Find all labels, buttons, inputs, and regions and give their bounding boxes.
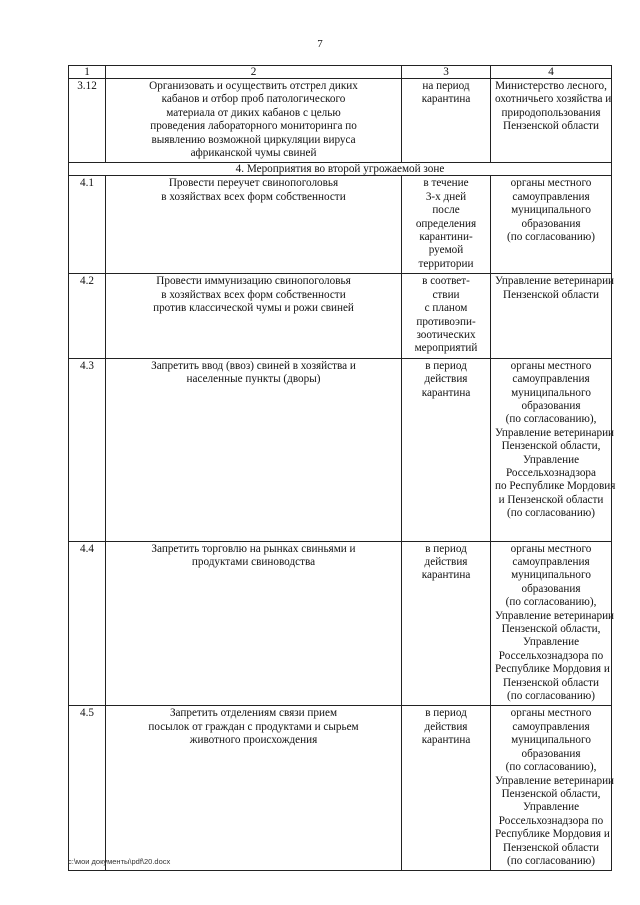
text-line: Управление ветеринарии <box>495 609 615 622</box>
text-line: продуктами свиноводства <box>191 556 316 568</box>
text-line: Запретить отделениям связи прием <box>169 707 338 720</box>
responsible-text <box>491 541 615 706</box>
text-line: в период <box>425 542 467 555</box>
period-text <box>402 79 491 163</box>
period-text <box>402 706 491 871</box>
text-line: Министерство лесного, <box>495 80 607 92</box>
text-line: Пензенской области <box>502 120 599 133</box>
responsible-text <box>491 79 612 163</box>
text-line: карантина <box>421 734 471 747</box>
section-header-row <box>69 163 612 176</box>
text-line: Россельхознадзора <box>505 466 596 479</box>
text-line: мероприятий <box>414 342 478 355</box>
text-line: против классической чумы и рожи свиней <box>153 302 354 315</box>
text-line: материала от диких кабанов с целью <box>166 106 341 119</box>
text-line: в период <box>425 359 467 372</box>
text-line: муниципального <box>511 569 591 582</box>
text-line: Пензенской области <box>502 676 599 689</box>
text-line: кабанов и отбор проб патологического <box>161 93 346 106</box>
text-line: Управление <box>522 636 580 649</box>
text-line: Организовать и осуществить отстрел диких <box>149 80 358 92</box>
text-line: в хозяйствах всех форм собственности <box>161 190 346 203</box>
text-line: Управление <box>522 453 580 466</box>
text-line: (по согласованию), <box>505 413 597 426</box>
text-line: животного происхождения <box>189 734 318 747</box>
text-line: Республике Мордовия и <box>495 828 610 841</box>
text-line: Пензенской области <box>502 288 599 301</box>
text-line: 3-х дней <box>425 190 467 203</box>
item-number: 4.1 <box>69 176 106 274</box>
text-line: Провести переучет свинопоголовья <box>168 177 339 190</box>
text-line: Россельхознадзора по <box>498 814 604 827</box>
text-line: по Республике Мордовия <box>495 480 616 493</box>
responsible-text <box>491 706 615 871</box>
column-number: 1 <box>69 66 106 79</box>
text-line: и Пензенской области <box>498 493 604 506</box>
text-line: выявлению возможной циркуляции вируса <box>151 133 356 146</box>
table-row <box>69 79 612 163</box>
text-line: Запретить торговлю на рынках свиньями и <box>151 542 356 555</box>
item-number: 4.2 <box>69 274 106 358</box>
text-line: самоуправления <box>512 720 590 733</box>
text-line: образования <box>521 217 581 230</box>
text-line: Управление ветеринарии <box>495 774 615 787</box>
period-text <box>402 358 491 541</box>
text-line: Пензенской области, <box>501 787 601 800</box>
column-number: 4 <box>491 66 612 79</box>
text-line: в течение <box>423 177 469 190</box>
text-line: населенные пункты (дворы) <box>186 373 321 386</box>
table-row <box>69 358 612 541</box>
text-line: (по согласованию), <box>505 596 597 609</box>
section-title: 4. Мероприятия во второй угрожаемой зоне <box>69 163 612 176</box>
text-line: Управление <box>522 801 580 814</box>
text-line: определения <box>415 217 477 230</box>
text-line: муниципального <box>511 204 591 217</box>
text-line: органы местного <box>510 707 592 720</box>
text-line: противоэпи- <box>416 315 476 328</box>
period-text <box>402 274 491 358</box>
text-line: Пензенской области, <box>501 440 601 453</box>
text-line: (по согласованию) <box>507 507 595 520</box>
responsible-text <box>491 176 612 274</box>
text-line: зоотических <box>416 328 476 341</box>
text-line: с планом <box>424 302 468 315</box>
text-line: органы местного <box>510 542 592 555</box>
text-line: муниципального <box>511 734 591 747</box>
text-line: образования <box>521 399 581 412</box>
text-line: (по согласованию) <box>507 854 595 867</box>
text-line: карантина <box>421 386 471 399</box>
text-line: охотничьего хозяйства и <box>495 93 612 106</box>
text-line: Республике Мордовия и <box>495 663 610 676</box>
text-line: (по согласованию), <box>505 761 597 774</box>
text-line: карантина <box>421 93 471 106</box>
responsible-text <box>491 274 615 358</box>
file-path-footer: c:\мои документы\pdf\20.docx <box>68 857 171 866</box>
text-line: ствии <box>432 288 460 301</box>
text-line: территории <box>418 257 474 270</box>
text-line: в соответ- <box>422 275 470 288</box>
text-line: самоуправления <box>512 556 590 568</box>
text-line: проведения лабораторного мониторинга по <box>150 120 357 133</box>
item-number: 4.3 <box>69 358 106 541</box>
text-line: образования <box>521 747 581 760</box>
table-row <box>69 541 612 706</box>
period-text <box>402 176 491 274</box>
item-number: 4.5 <box>69 706 106 871</box>
text-line: Пензенской области <box>502 841 599 854</box>
text-line: африканской чумы свиней <box>190 147 317 160</box>
text-line: Провести иммунизацию свинопоголовья <box>156 275 351 288</box>
responsible-text <box>491 358 616 541</box>
text-line: руемой <box>428 244 464 257</box>
text-line: действия <box>424 373 468 386</box>
period-text <box>402 541 491 706</box>
text-line: муниципального <box>511 386 591 399</box>
text-line: органы местного <box>510 359 592 372</box>
text-line: природопользования <box>501 106 601 119</box>
column-number: 3 <box>402 66 491 79</box>
text-line: органы местного <box>510 177 592 190</box>
measure-text <box>106 706 402 871</box>
text-line: карантини- <box>419 231 473 244</box>
text-line: в период <box>425 707 467 720</box>
item-number: 4.4 <box>69 541 106 706</box>
table-row <box>69 706 612 871</box>
text-line: на период <box>422 80 470 92</box>
text-line: в хозяйствах всех форм собственности <box>161 288 346 301</box>
text-line: Пензенской области, <box>501 623 601 636</box>
text-line: Управление ветеринарии <box>495 275 615 288</box>
text-line: самоуправления <box>512 373 590 386</box>
text-line: (по согласованию) <box>507 231 595 244</box>
text-line: Запретить ввод (ввоз) свиней в хозяйства и <box>151 359 356 372</box>
column-number-row <box>69 66 612 79</box>
text-line: Управление ветеринарии <box>495 426 615 439</box>
text-line: карантина <box>421 569 471 582</box>
text-line: действия <box>424 556 468 568</box>
text-line: образования <box>521 582 581 595</box>
text-line: после <box>432 204 460 217</box>
text-line: Россельхознадзора по <box>498 649 604 662</box>
table-body <box>69 66 616 871</box>
text-line: (по согласованию) <box>507 690 595 703</box>
text-line: самоуправления <box>512 190 590 203</box>
measure-text <box>106 541 402 706</box>
item-number: 3.12 <box>69 79 106 163</box>
text-line: действия <box>424 720 468 733</box>
measure-text <box>106 358 402 541</box>
table-row <box>69 176 612 274</box>
measure-text <box>106 176 402 274</box>
measures-table <box>68 65 616 871</box>
text-line: посылок от граждан с продуктами и сырьем <box>148 720 359 733</box>
column-number: 2 <box>106 66 402 79</box>
measure-text <box>106 274 402 358</box>
page-number: 7 <box>317 38 323 50</box>
measure-text <box>106 79 402 163</box>
table-row <box>69 274 612 358</box>
